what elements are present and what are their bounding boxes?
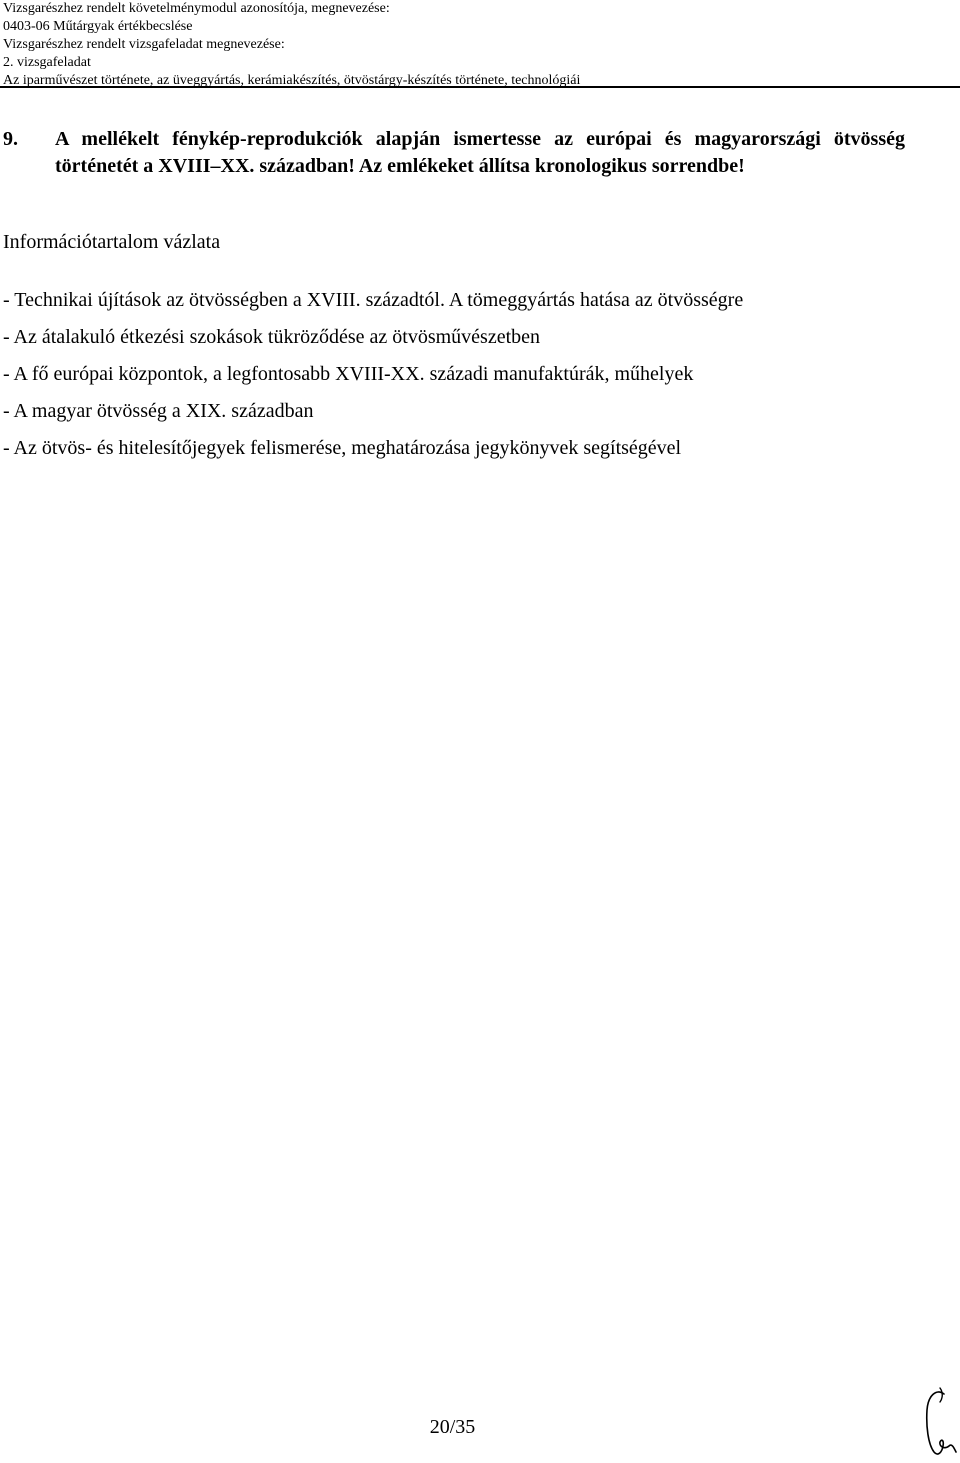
document-header	[3, 0, 953, 90]
outline-item: - Az átalakuló étkezési szokások tükröződése az ötvösművészetben	[3, 326, 541, 348]
task-text: A mellékelt fénykép-reprodukciók alapján ismertesse az európai és magyarországi ötvösség történetét a XVIII–XX. században! Az emlékeket állítsa kronologikus sorrendbe!	[55, 128, 905, 177]
outline-item: - A fő európai központok, a legfontosabb XVIII-XX. századi manufaktúrák, műhelyek	[3, 363, 694, 385]
header-task-label: Vizsgarészhez rendelt vizsgafeladat megnevezése:	[3, 37, 285, 52]
task-number: 9.	[3, 128, 18, 150]
header-divider	[0, 86, 960, 88]
header-task-name: Az iparművészet története, az üveggyártás, kerámiakészítés, ötvöstárgy-készítés története, technológiái	[3, 73, 581, 88]
page-number: 20/35	[429, 1416, 476, 1438]
header-module-label: Vizsgarészhez rendelt követelménymodul azonosítója, megnevezése:	[3, 1, 390, 16]
header-task-number: 2. vizsgafeladat	[3, 55, 91, 70]
outline-title: Információtartalom vázlata	[3, 231, 221, 253]
outline-list	[3, 282, 953, 467]
outline-item: - A magyar ötvösség a XIX. században	[3, 400, 314, 422]
handwritten-signature-icon	[918, 1386, 958, 1458]
task-statement	[3, 126, 905, 180]
outline-item: - Az ötvös- és hitelesítőjegyek felismerése, meghatározása jegykönyvek segítségével	[3, 437, 682, 459]
header-module-name: 0403-06 Műtárgyak értékbecslése	[3, 19, 193, 34]
outline-item: - Technikai újítások az ötvösségben a XVIII. századtól. A tömeggyártás hatása az ötvösségre	[3, 289, 744, 311]
